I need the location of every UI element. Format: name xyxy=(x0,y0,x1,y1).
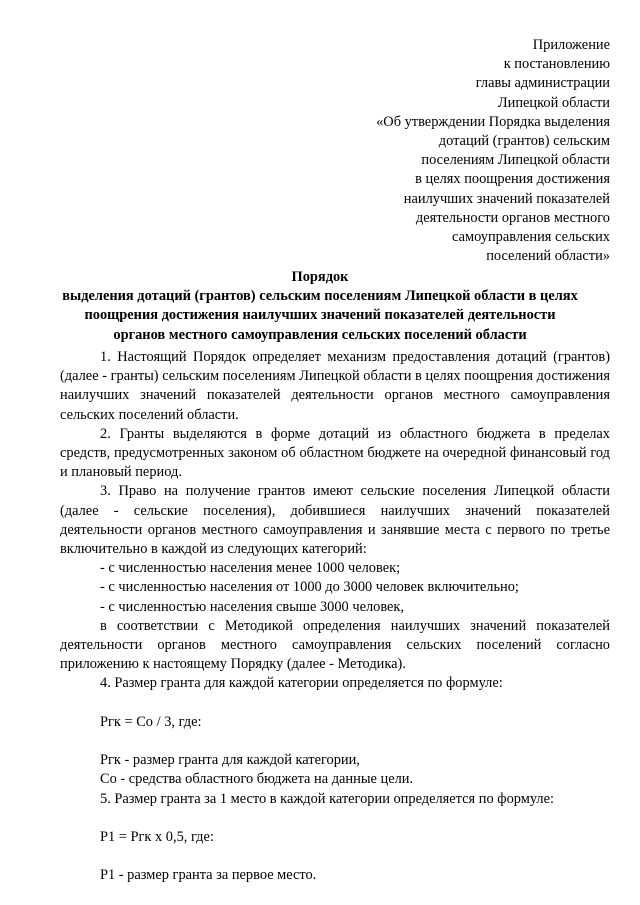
appendix-line: поселений области» xyxy=(486,248,610,265)
paragraph-3-continuation: в соответствии с Методикой определения наилучших значений показателей деятельности органов местного самоуправления сельских поселений согласно приложению к настоящему Порядку (далее - Методика). xyxy=(60,617,610,673)
appendix-line: в целях поощрения достижения xyxy=(415,171,610,188)
appendix-line: к постановлению xyxy=(503,56,610,73)
appendix-line: самоуправления сельских xyxy=(452,229,610,246)
blank-line xyxy=(60,847,610,866)
paragraph-3: 3. Право на получение грантов имеют сельские поселения Липецкой области (далее - сельские поселения), добившиеся наилучших значений показателей деятельности органов местного самоуправления и занявшие места с первого по третье включительно в каждой из следующих категорий: xyxy=(60,483,610,558)
appendix-line: наилучших значений показателей xyxy=(403,190,610,207)
appendix-line: Липецкой области xyxy=(497,94,610,111)
title-line: органов местного самоуправления сельских поселений области xyxy=(113,326,527,343)
formula-1: Ргк = Со / 3, где: xyxy=(100,713,202,730)
title-heading: Порядок xyxy=(291,269,349,285)
appendix-line: деятельности органов местного xyxy=(415,209,610,226)
definition: Ргк - размер гранта для каждой категории, xyxy=(100,752,360,769)
definition: Р1 - размер гранта за первое место. xyxy=(100,867,317,884)
blank-line xyxy=(60,732,610,751)
formula-2: Р1 = Ргк х 0,5, где: xyxy=(100,829,214,846)
appendix-line: дотаций (грантов) сельским xyxy=(438,133,610,150)
paragraph-1: 1. Настоящий Порядок определяет механизм предоставления дотаций (грантов) (далее - гранты) сельским поселениям Липецкой области в целях поощрения достижения наилучших значений показателей деятельности органов местного самоуправления сельских поселений области. xyxy=(60,349,610,423)
title-line: поощрения достижения наилучших значений показателей деятельности xyxy=(84,307,556,324)
document-body xyxy=(60,348,610,886)
category-item: - с численностью населения менее 1000 человек; xyxy=(100,560,401,577)
appendix-line: поселениям Липецкой области xyxy=(421,152,610,169)
appendix-line: Приложение xyxy=(532,37,610,53)
category-item: - с численностью населения свыше 3000 человек, xyxy=(100,598,405,615)
title-line: выделения дотаций (грантов) сельским поселениям Липецкой области в целях xyxy=(62,288,578,305)
document-title xyxy=(40,268,600,345)
blank-line xyxy=(60,694,610,713)
category-item: - с численностью населения от 1000 до 3000 человек включительно; xyxy=(100,579,519,596)
blank-line xyxy=(60,809,610,828)
paragraph-4: 4. Размер гранта для каждой категории определяется по формуле: xyxy=(100,675,503,692)
appendix-line: «Об утверждении Порядка выделения xyxy=(376,113,610,130)
paragraph-5: 5. Размер гранта за 1 место в каждой категории определяется по формуле: xyxy=(100,790,554,807)
definition: Со - средства областного бюджета на данные цели. xyxy=(100,771,414,788)
appendix-header xyxy=(300,36,610,266)
paragraph-2: 2. Гранты выделяются в форме дотаций из областного бюджета в пределах средств, предусмотренных законом об областном бюджете на очередной финансовый год и плановый период. xyxy=(60,425,610,481)
appendix-line: главы администрации xyxy=(475,75,610,92)
